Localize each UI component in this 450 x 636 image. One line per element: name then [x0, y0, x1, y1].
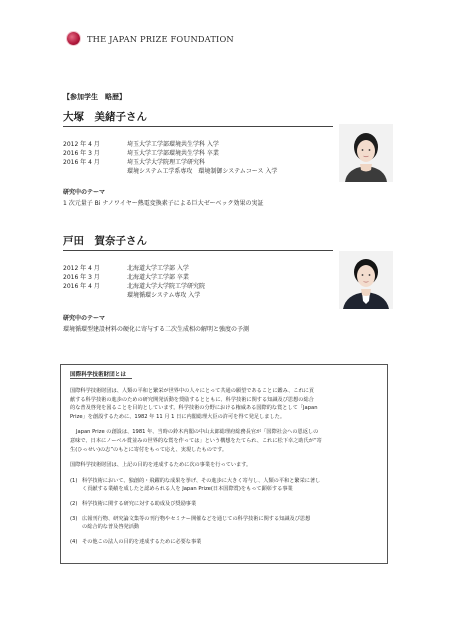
- foundation-para-3: [70, 461, 378, 470]
- history-text: 埼玉大学工学部環境共生学科 入学: [127, 141, 219, 148]
- history-date: 2016 年 3 月: [63, 274, 100, 281]
- title-underline: [70, 378, 132, 379]
- history-date: 2016 年 4 月: [63, 283, 100, 290]
- item-line: 広報刊行物、研究論文集等の刊行物やセミナー開催などを通じての科学技術に関する知識及び思想: [82, 515, 311, 522]
- history-text: 埼玉大学大学院理工学研究科: [127, 159, 206, 166]
- para-line: 国際科学技術財団は、上記の目的を達成するために次の事業を行っています。: [70, 462, 252, 469]
- item-line: その他この法人の目的を達成するために必要な事業: [82, 538, 202, 545]
- foundation-para-1: [70, 387, 378, 421]
- student-name: 大塚 美緒子さん: [63, 109, 333, 127]
- student-photo: [339, 124, 393, 182]
- item-line: 科学技術において、独創的・飛躍的な成果を挙げ、その進歩に大きく寄与し、人類の平和と繁栄に著し: [82, 477, 321, 484]
- logo-text: THE JAPAN PRIZE FOUNDATION: [87, 33, 234, 44]
- item-number: (4): [70, 538, 78, 545]
- para-line: Japan Prize の創設は、1981 年、当時の鈴木内閣の中山太郎総理府総務長官が「国際社会への恩返しの: [76, 429, 319, 436]
- foundation-title: 国際科学技術財団とは: [70, 372, 126, 378]
- history-text: 北海道大学工学部 卒業: [127, 274, 189, 281]
- history-text: 環境循環システム専攻 入学: [127, 292, 201, 299]
- student-profile-2: [63, 233, 393, 333]
- foundation-logo: [67, 32, 234, 45]
- activity-item: [70, 538, 378, 547]
- activity-item: [70, 477, 378, 494]
- history-date: 2016 年 4 月: [63, 159, 100, 166]
- student-profile-1: [63, 109, 393, 207]
- item-number: (2): [70, 500, 78, 507]
- para-line: 国際科学技術財団は、人類の平和と繁栄が世界中の人々にとって共通の願望であることに鑑み、これに貢: [70, 388, 315, 394]
- history-text: 北海道大学大学院工学研究院: [127, 283, 206, 290]
- activity-item: [70, 500, 378, 509]
- research-theme-label: 研究中のテーマ: [63, 189, 106, 196]
- portrait-icon: [339, 251, 393, 309]
- item-line: く貢献する業績を成したと認められる人を Japan Prize(日本国際賞)をもって顕彰する事業: [82, 486, 293, 493]
- research-theme-label: 研究中のテーマ: [63, 315, 106, 322]
- para-line: 生(ひっせい)の志”のもとに寄付をもって応え、実現したものです。: [70, 446, 228, 453]
- portrait-icon: [339, 124, 393, 182]
- foundation-info-box: [60, 364, 388, 564]
- logo-mark-icon: [67, 32, 80, 45]
- student-photo: [339, 251, 393, 309]
- history-text: 北海道大学工学部 入学: [127, 265, 189, 272]
- item-number: (3): [70, 515, 78, 522]
- research-theme: 1 次元量子 Bi ナノワイヤー熱電変換素子による巨大ゼーベック効果の実証: [63, 200, 264, 207]
- research-theme: 環境循環型建設材料の硬化に寄与する二次生成相の解明と強度の予測: [63, 326, 250, 333]
- history-date: 2016 年 3 月: [63, 150, 100, 157]
- foundation-para-2: [70, 428, 378, 454]
- para-line: Prize」を創設するために、1982 年 11 月 1 日に内閣総理大臣の許可を得て発足しました。: [70, 413, 286, 420]
- item-number: (1): [70, 477, 78, 484]
- para-line: 献する科学技術の進歩のための研究開発活動を奨励するとともに、科学技術に関する知識及び思想の総合: [70, 396, 314, 403]
- activity-item: [70, 515, 378, 532]
- section-title: 【参加学生 略歴】: [63, 93, 126, 101]
- history-text: 埼玉大学工学部環境共生学科 卒業: [127, 150, 219, 157]
- item-line: の総合的な普及啓発活動: [82, 524, 140, 531]
- history-date: [63, 291, 127, 300]
- history-date: 2012 年 4 月: [63, 141, 100, 148]
- history-text: 環境システム工学系専攻 環境制御システムコース 入学: [127, 168, 278, 175]
- history-date: [63, 167, 127, 176]
- item-line: 科学技術に関する研究に対する助成及び奨励事業: [82, 500, 197, 507]
- para-line: 意味で、日本にノーベル賞並みの世界的な賞を作っては」という構想をたてられ、これに松下幸之助氏が“寄: [70, 437, 322, 444]
- student-name: 戸田 賀奈子さん: [63, 233, 333, 251]
- history-date: 2012 年 4 月: [63, 265, 100, 272]
- para-line: 的な普及啓発を図ることを目的としています。科学技術の分野における権威ある国際的な賞として「Japan: [70, 405, 318, 412]
